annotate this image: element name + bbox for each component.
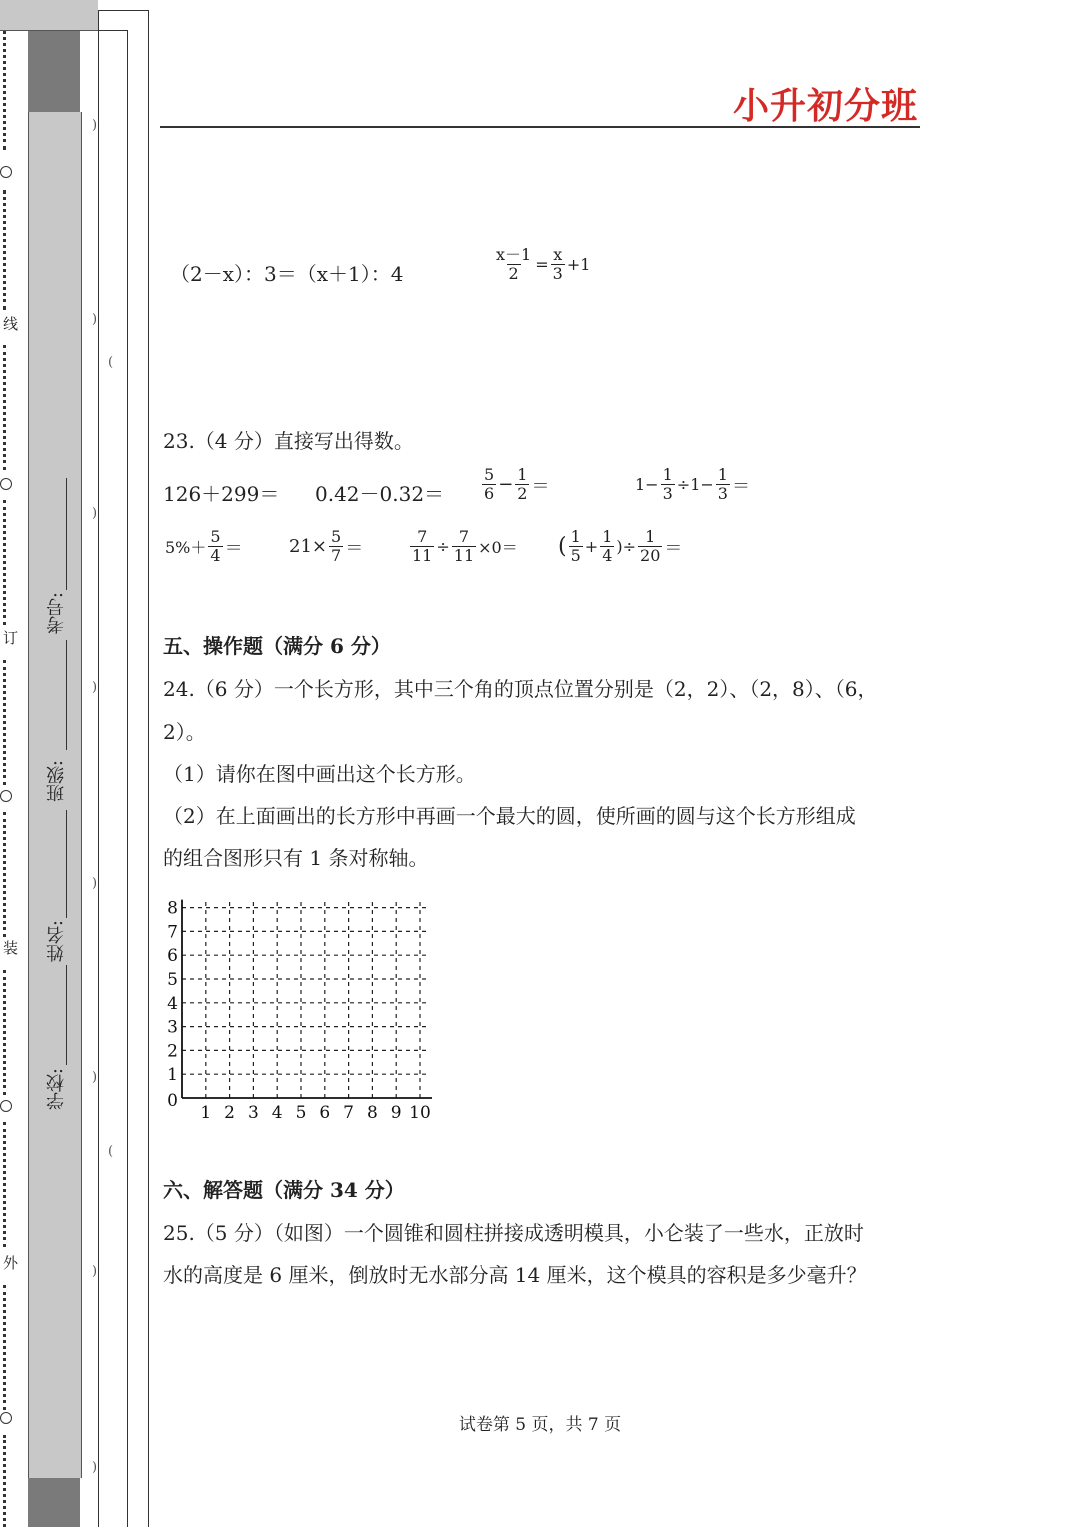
header-rule	[160, 126, 920, 128]
q22-frac1-num: x－1	[496, 245, 532, 264]
q24-sub1: （1）请你在图中画出这个长方形。	[163, 762, 476, 786]
q22-equation-2	[492, 246, 590, 284]
q23-title: 23.（4 分）直接写出得数。	[163, 429, 414, 453]
q22-tail: +1	[566, 255, 591, 275]
q23-item-g: $\frac{7}{11}$ ÷ $\frac{7}{11}$ ×0＝	[412, 527, 518, 566]
q23-item-e: 5%＋ $\frac{5}{4}$ ＝	[165, 527, 243, 566]
frame-line-1	[98, 10, 99, 1527]
y-tick-label-5: 5	[167, 970, 178, 990]
q24-line2: 2）。	[163, 720, 206, 744]
q24-sub2b: 的组合图形只有 1 条对称轴。	[163, 846, 429, 870]
x-tick-label-6: 6	[319, 1103, 331, 1123]
binding-char-ding: 订	[1, 630, 19, 645]
frame-line-3	[148, 10, 149, 1527]
x-tick-label-1: 1	[200, 1103, 212, 1123]
q22-frac2-num: x	[553, 245, 563, 264]
frame-top-2	[98, 10, 149, 11]
x-tick-label-3: 3	[247, 1103, 259, 1123]
y-tick-label-8: 8	[167, 898, 178, 919]
y-tick-label-2: 2	[167, 1041, 178, 1062]
class-blank[interactable]	[66, 640, 67, 750]
coordinate-grid	[160, 892, 445, 1128]
q24-line1: 24.（6 分）一个长方形，其中三个角的顶点位置分别是（2，2）、（2，8）、（6，	[163, 677, 878, 701]
y-tick-label-1: 1	[167, 1065, 178, 1086]
binding-dotted-line	[0, 0, 19, 1527]
binding-char-line: 线	[1, 316, 19, 331]
q22-equation-1: （2－x）：3＝（x＋1）：4	[170, 262, 404, 286]
x-tick-label-7: 7	[343, 1103, 355, 1123]
y-tick-label-0: 0	[167, 1091, 178, 1111]
q23-item-b: 0.42－0.32＝	[315, 482, 445, 506]
q25-line1: 25.（5 分）（如图）一个圆锥和圆柱拼接成透明模具，小仑装了一些水，正放时	[163, 1221, 864, 1245]
frame-line-2	[127, 30, 128, 1527]
name-label: 姓名:	[46, 920, 67, 963]
exam-number-blank[interactable]	[66, 478, 67, 590]
y-tick-label-3: 3	[167, 1017, 178, 1038]
name-blank[interactable]	[66, 810, 67, 918]
q23-item-c: $\frac{5}{6}$ − $\frac{1}{2}$ ＝	[484, 465, 550, 504]
school-blank[interactable]	[66, 965, 67, 1065]
x-tick-label-5: 5	[295, 1103, 307, 1123]
y-tick-label-6: 6	[167, 946, 178, 967]
x-tick-label-8: 8	[366, 1103, 378, 1123]
x-tick-label-2: 2	[224, 1103, 236, 1123]
q24-sub2a: （2）在上面画出的长方形中再画一个最大的圆，使所画的圆与这个长方形组成	[163, 804, 856, 828]
y-tick-label-7: 7	[167, 922, 178, 943]
section6-title: 六、解答题（满分 34 分）	[163, 1178, 405, 1202]
q22-frac2-den: 3	[552, 264, 563, 284]
exam-number-label: 考号:	[46, 592, 67, 635]
section5-title: 五、操作题（满分 6 分）	[163, 634, 391, 658]
binding-char-wai: 外	[1, 1255, 19, 1270]
q22-frac1-den: 2	[508, 264, 519, 284]
q23-item-h: ( $\frac{1}{5}$ + $\frac{1}{4}$ )÷ $\frac{1}{20}$ ＝	[558, 527, 683, 566]
q22-equals: =	[535, 255, 549, 275]
binding-band-bottom	[28, 1478, 80, 1527]
x-tick-label-10: 10	[409, 1103, 431, 1123]
q25-line2: 水的高度是 6 厘米，倒放时无水部分高 14 厘米，这个模具的容积是多少毫升？	[163, 1263, 867, 1287]
brand-title: 小升初分班	[732, 86, 918, 127]
page-footer: 试卷第 5 页，共 7 页	[458, 1415, 622, 1435]
school-label: 学校:	[46, 1068, 67, 1111]
q23-item-d: 1− $\frac{1}{3}$ ÷1− $\frac{1}{3}$ ＝	[635, 465, 750, 504]
frame-top-1	[98, 30, 128, 31]
binding-char-zhuang: 装	[1, 940, 19, 955]
x-tick-label-9: 9	[390, 1103, 402, 1123]
q23-item-a: 126＋299＝	[163, 482, 280, 506]
y-tick-label-4: 4	[167, 993, 178, 1014]
q23-item-f: 21× $\frac{5}{7}$ ＝	[289, 527, 364, 566]
binding-top-strip	[0, 0, 98, 31]
x-tick-label-4: 4	[271, 1103, 283, 1123]
class-label: 班级:	[46, 760, 67, 803]
